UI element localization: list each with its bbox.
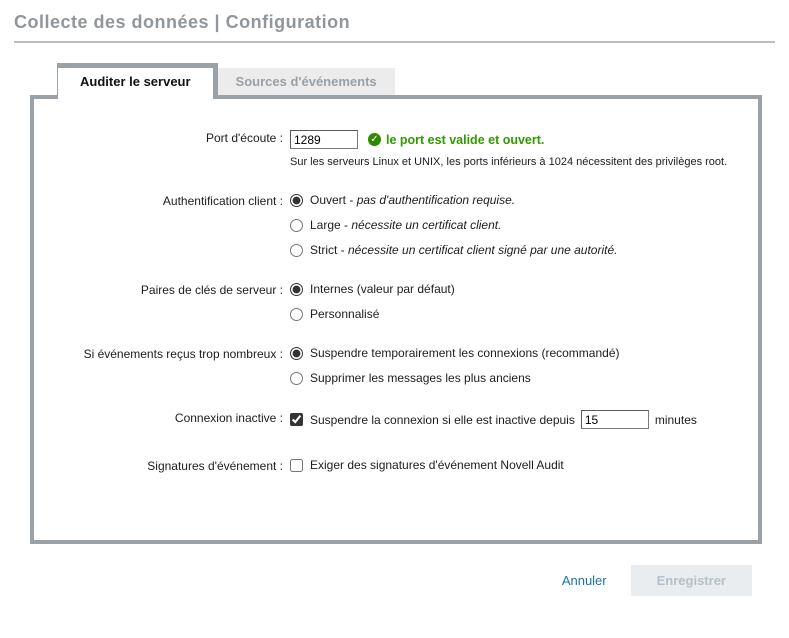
keys-option-internal[interactable] (290, 282, 758, 296)
row-server-keys (34, 281, 758, 321)
auth-option-open-text: Ouvert - pas d'authentification requise. (310, 193, 516, 207)
port-note: Sur les serveurs Linux et UNIX, les ports inférieurs à 1024 nécessitent des privilèges root. (290, 156, 728, 168)
tab-audit-server[interactable]: Auditer le serveur (57, 63, 218, 99)
idle-connection-checkbox[interactable] (290, 413, 303, 426)
idle-minutes-input[interactable] (581, 410, 649, 429)
idle-minutes-suffix: minutes (654, 412, 697, 427)
event-signatures-option[interactable] (290, 458, 758, 472)
action-bar (0, 565, 752, 596)
client-auth-label: Authentification client : (162, 194, 283, 208)
idle-connection-label: Connexion inactive : (174, 411, 283, 425)
server-keys-label: Paires de clés de serveur : (140, 283, 283, 297)
page-title: Collecte des données | Configuration (14, 12, 775, 43)
auth-option-strict-radio[interactable] (290, 244, 303, 257)
event-signatures-label: Signatures d'événement : (147, 459, 283, 473)
auth-option-loose-radio[interactable] (290, 219, 303, 232)
event-overflow-label: Si événements reçus trop nombreux : (83, 347, 283, 361)
check-circle-icon: ✓ (368, 133, 381, 146)
overflow-option-drop[interactable] (290, 371, 758, 385)
port-status-text: le port est valide et ouvert. (386, 132, 545, 147)
event-signatures-text: Exiger des signatures d'événement Novell Audit (310, 458, 564, 472)
row-event-signatures (34, 457, 758, 473)
keys-option-internal-text: Internes (valeur par défaut) (310, 282, 455, 296)
idle-connection-text: Suspendre la connexion si elle est inactive depuis (310, 412, 575, 427)
port-status (368, 133, 544, 147)
idle-connection-option[interactable] (290, 410, 758, 429)
auth-option-open-radio[interactable] (290, 194, 303, 207)
overflow-option-suspend-text: Suspendre temporairement les connexions (recommandé) (310, 346, 620, 360)
tab-event-sources[interactable]: Sources d'événements (218, 68, 395, 95)
auth-option-strict-text: Strict - nécessite un certificat client signé par une autorité. (310, 243, 618, 257)
overflow-option-suspend[interactable] (290, 346, 758, 360)
event-signatures-checkbox[interactable] (290, 459, 303, 472)
keys-option-internal-radio[interactable] (290, 283, 303, 296)
overflow-option-drop-text: Supprimer les messages les plus anciens (310, 371, 531, 385)
row-client-auth (34, 192, 758, 257)
auth-option-strict[interactable] (290, 243, 758, 257)
config-panel (30, 95, 762, 544)
row-idle-connection (34, 409, 758, 429)
row-event-overflow (34, 345, 758, 385)
overflow-option-suspend-radio[interactable] (290, 347, 303, 360)
keys-option-custom-radio[interactable] (290, 308, 303, 321)
row-listen-port (34, 129, 758, 168)
tab-bar (57, 63, 789, 99)
overflow-option-drop-radio[interactable] (290, 372, 303, 385)
listen-port-input[interactable] (290, 130, 358, 149)
auth-option-loose[interactable] (290, 218, 758, 232)
auth-option-loose-text: Large - nécessite un certificat client. (310, 218, 502, 232)
listen-port-label: Port d'écoute : (205, 131, 283, 145)
keys-option-custom[interactable] (290, 307, 758, 321)
keys-option-custom-text: Personnalisé (310, 307, 380, 321)
save-button[interactable]: Enregistrer (631, 565, 752, 596)
auth-option-open[interactable] (290, 193, 758, 207)
cancel-link[interactable]: Annuler (561, 573, 607, 588)
